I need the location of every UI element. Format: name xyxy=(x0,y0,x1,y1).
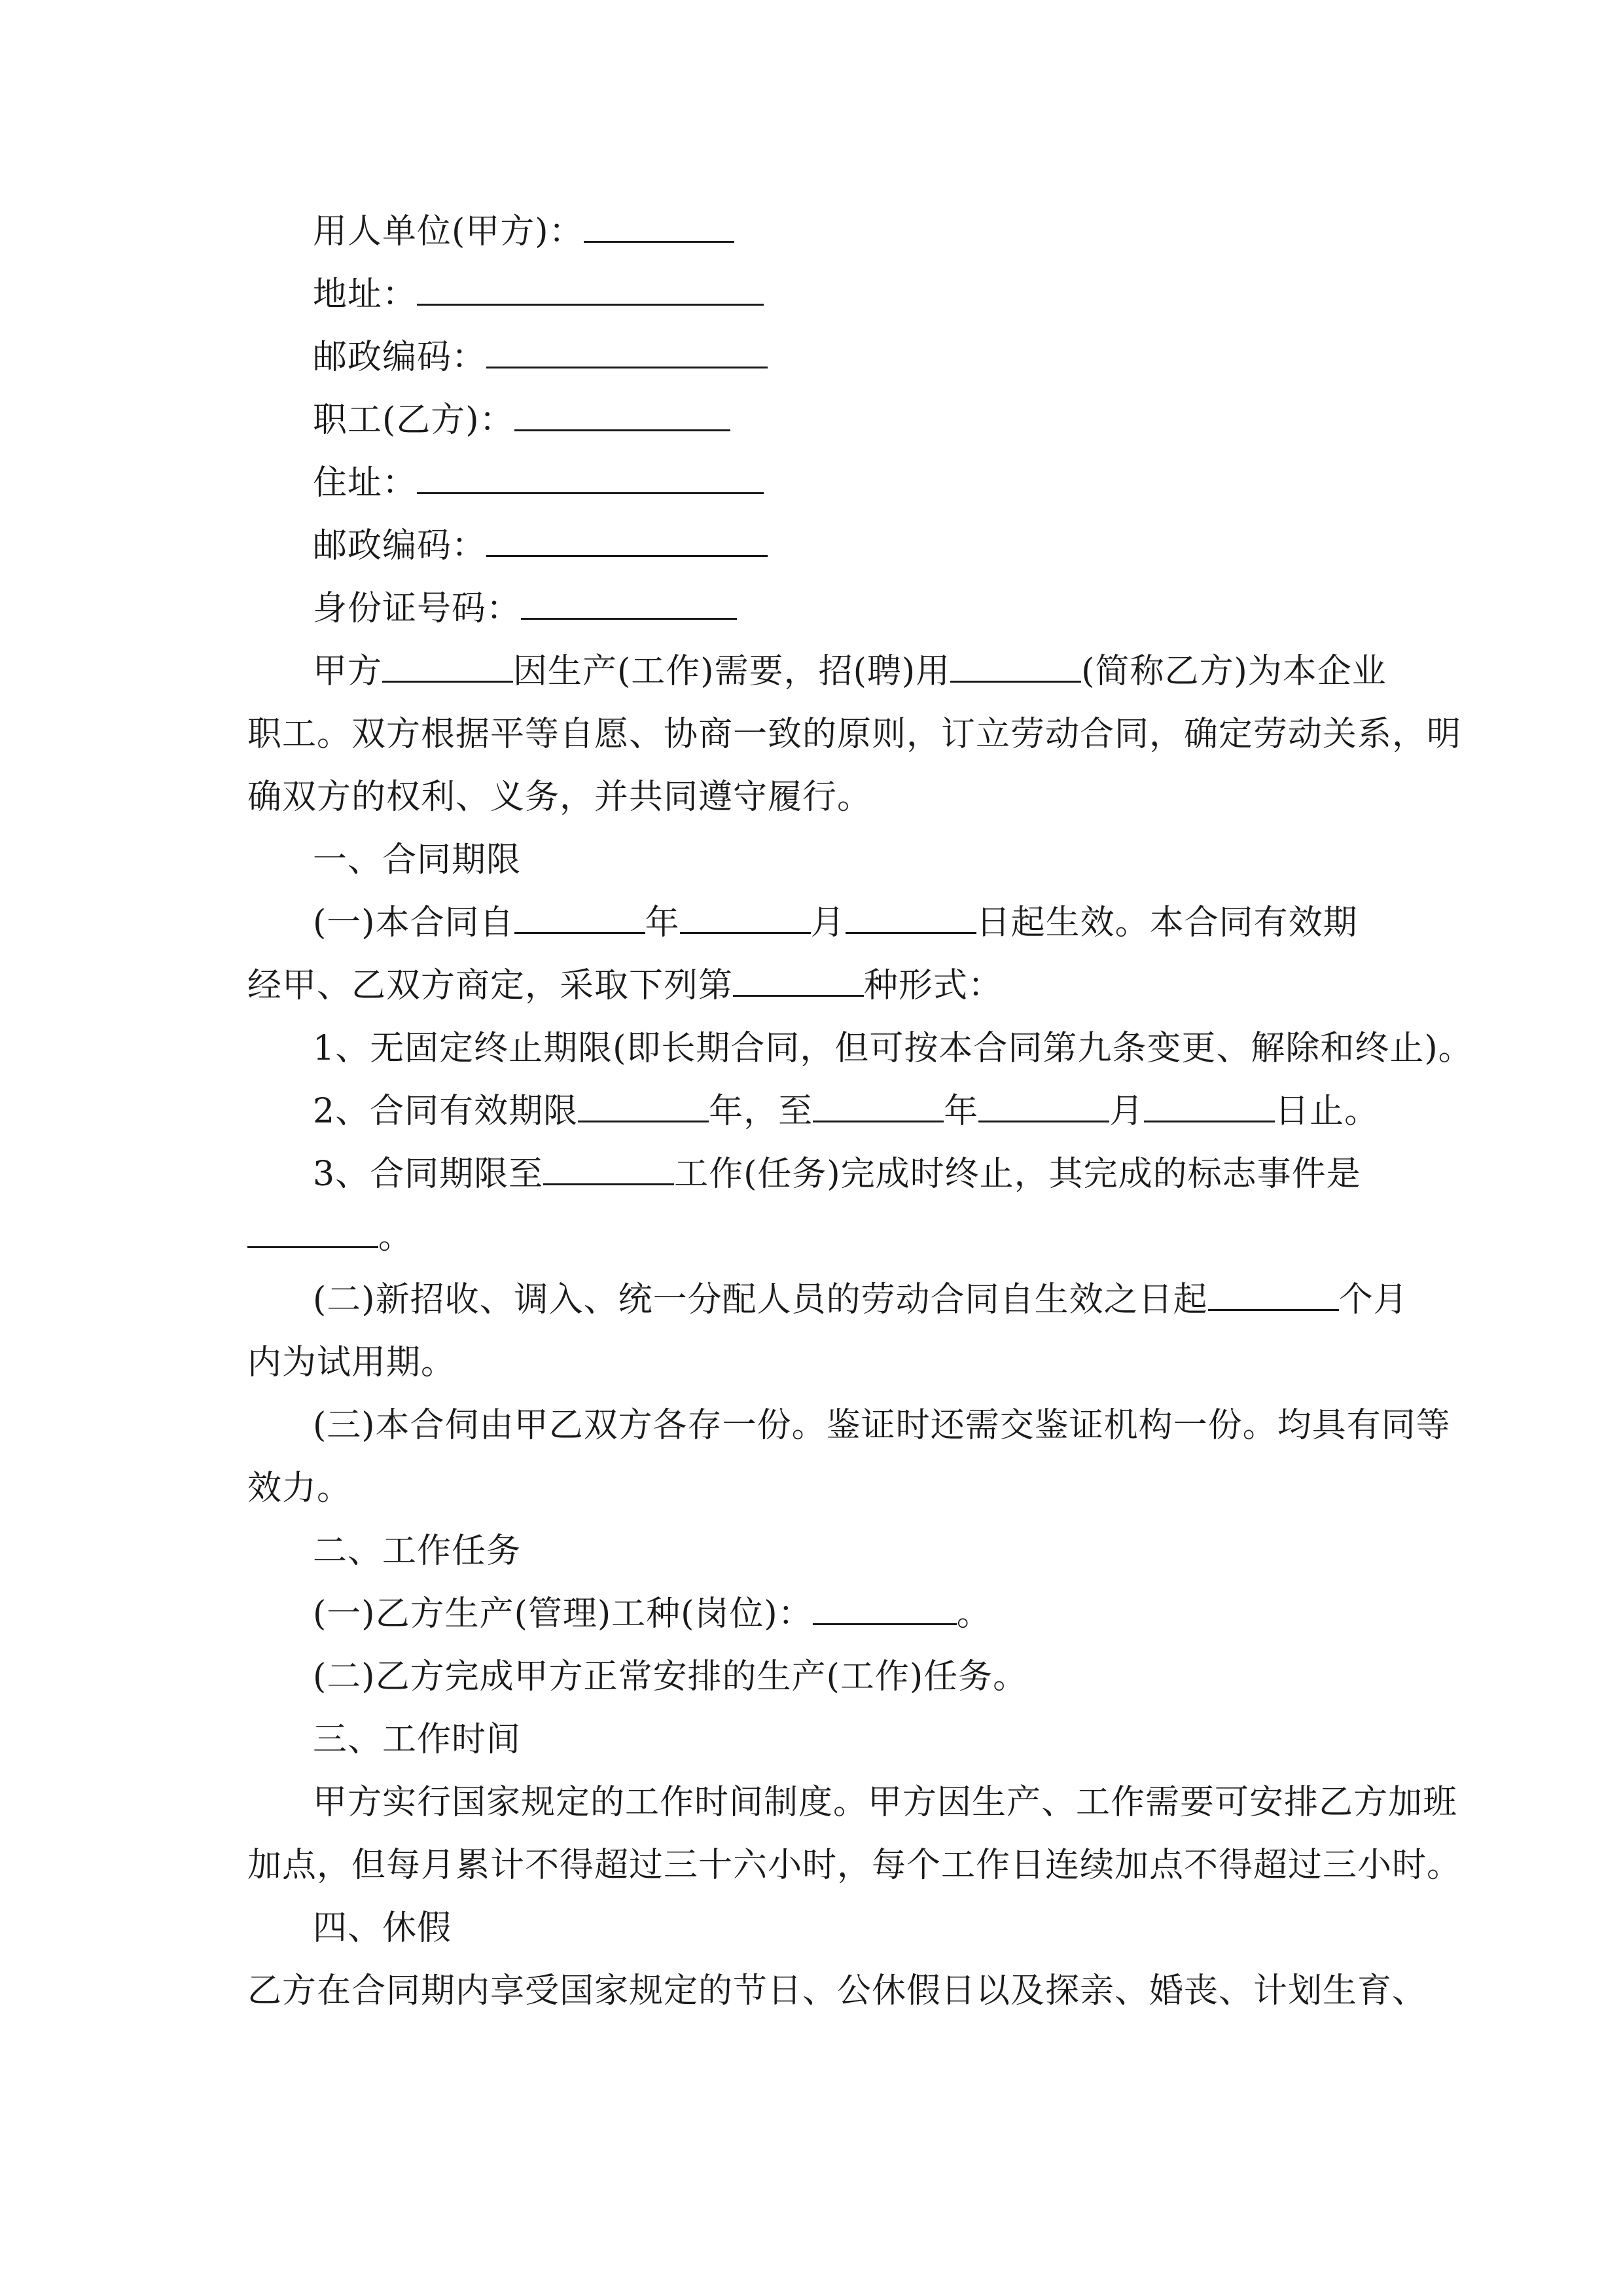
section-4-para-1: 乙方在合同期内享受国家规定的节日、公休假日以及探亲、婚丧、计划生育、 xyxy=(247,1971,1427,2011)
term-option-1: 1、无固定终止期限(即长期合同，但可按本合同第九条变更、解除和终止)。 xyxy=(313,1029,1473,1068)
section-2-para-1: (一)乙方生产(管理)工种(岗位)： 。 xyxy=(313,1594,991,1634)
section-1-para-3: (三)本合伺由甲乙双方各存一份。鉴证时还需交鉴证机构一份。均具有同等 xyxy=(313,1406,1451,1445)
section-1-para-2: (二)新招收、调入、统一分配人员的劳动合同自生效之日起 个月 xyxy=(313,1280,1408,1319)
task-blank[interactable] xyxy=(543,1156,674,1185)
employer-blank[interactable] xyxy=(584,213,734,243)
section-1-para-1-cont: 经甲、乙双方商定，采取下列第 种形式： xyxy=(247,966,1003,1005)
section-1-para-2-cont: 内为试用期。 xyxy=(247,1343,456,1382)
section-3-para-2: 加点，但每月累计不得超过三十六小时，每个工作日连续加点不得超过三小时。 xyxy=(247,1846,1462,1885)
section-1-para-3-cont: 效力。 xyxy=(247,1469,352,1508)
id-number-blank[interactable] xyxy=(521,590,737,620)
residence-field: 住址： xyxy=(313,459,764,507)
address-field: 地址： xyxy=(313,271,764,318)
employer-field: 用人单位(甲方)： xyxy=(313,208,734,255)
party-b-blank[interactable] xyxy=(950,653,1081,683)
section-2-heading: 二、工作任务 xyxy=(313,1532,522,1571)
party-a-blank[interactable] xyxy=(382,653,513,683)
start-month-blank[interactable] xyxy=(680,905,811,934)
employee-blank[interactable] xyxy=(514,402,730,431)
term-option-2: 2、合同有效期限 年，至 年 月 日止。 xyxy=(313,1092,1380,1131)
section-3-para-1: 甲方实行国家规定的工作时间制度。甲方因生产、工作需要可安排乙方加班 xyxy=(313,1783,1458,1822)
section-3-heading: 三、工作时间 xyxy=(313,1720,522,1759)
term-years-blank[interactable] xyxy=(578,1093,709,1122)
start-year-blank[interactable] xyxy=(514,905,645,934)
id-number-field: 身份证号码： xyxy=(313,585,737,632)
probation-months-blank[interactable] xyxy=(1208,1282,1339,1311)
job-position-blank[interactable] xyxy=(813,1596,957,1625)
section-1-heading: 一、合同期限 xyxy=(313,840,522,880)
postcode-blank[interactable] xyxy=(486,339,768,368)
section-1-para-1: (一)本合同自 年 月 日起生效。本合同有效期 xyxy=(313,903,1358,942)
postcode-field: 邮政编码： xyxy=(313,334,768,381)
preamble-line-1: 甲方 因生产(工作)需要，招(聘)用 (简称乙方)为本企业 xyxy=(313,652,1387,691)
section-2-para-2: (二)乙方完成甲方正常安排的生产(工作)任务。 xyxy=(313,1657,1028,1696)
end-month-blank[interactable] xyxy=(978,1093,1109,1122)
preamble-line-2: 职工。双方根据平等自愿、协商一致的原则，订立劳动合同，确定劳动关系，明 xyxy=(247,715,1462,754)
end-year-blank[interactable] xyxy=(813,1093,944,1122)
employee-field: 职工(乙方)： xyxy=(313,397,730,444)
end-day-blank[interactable] xyxy=(1144,1093,1275,1122)
residence-blank[interactable] xyxy=(417,465,764,494)
completion-event-blank[interactable] xyxy=(247,1219,378,1248)
start-day-blank[interactable] xyxy=(846,905,976,934)
form-choice-blank[interactable] xyxy=(733,967,864,997)
section-4-heading: 四、休假 xyxy=(313,1909,452,1948)
postcode-blank-2[interactable] xyxy=(486,528,768,557)
address-blank[interactable] xyxy=(417,276,764,306)
term-option-3-cont: 。 xyxy=(247,1213,413,1261)
preamble-line-3: 确双方的权利、义务，并共同遵守履行。 xyxy=(247,778,872,817)
postcode-field-2: 邮政编码： xyxy=(313,522,768,569)
term-option-3: 3、合同期限至 工作(任务)完成时终止，其完成的标志事件是 xyxy=(313,1155,1361,1194)
